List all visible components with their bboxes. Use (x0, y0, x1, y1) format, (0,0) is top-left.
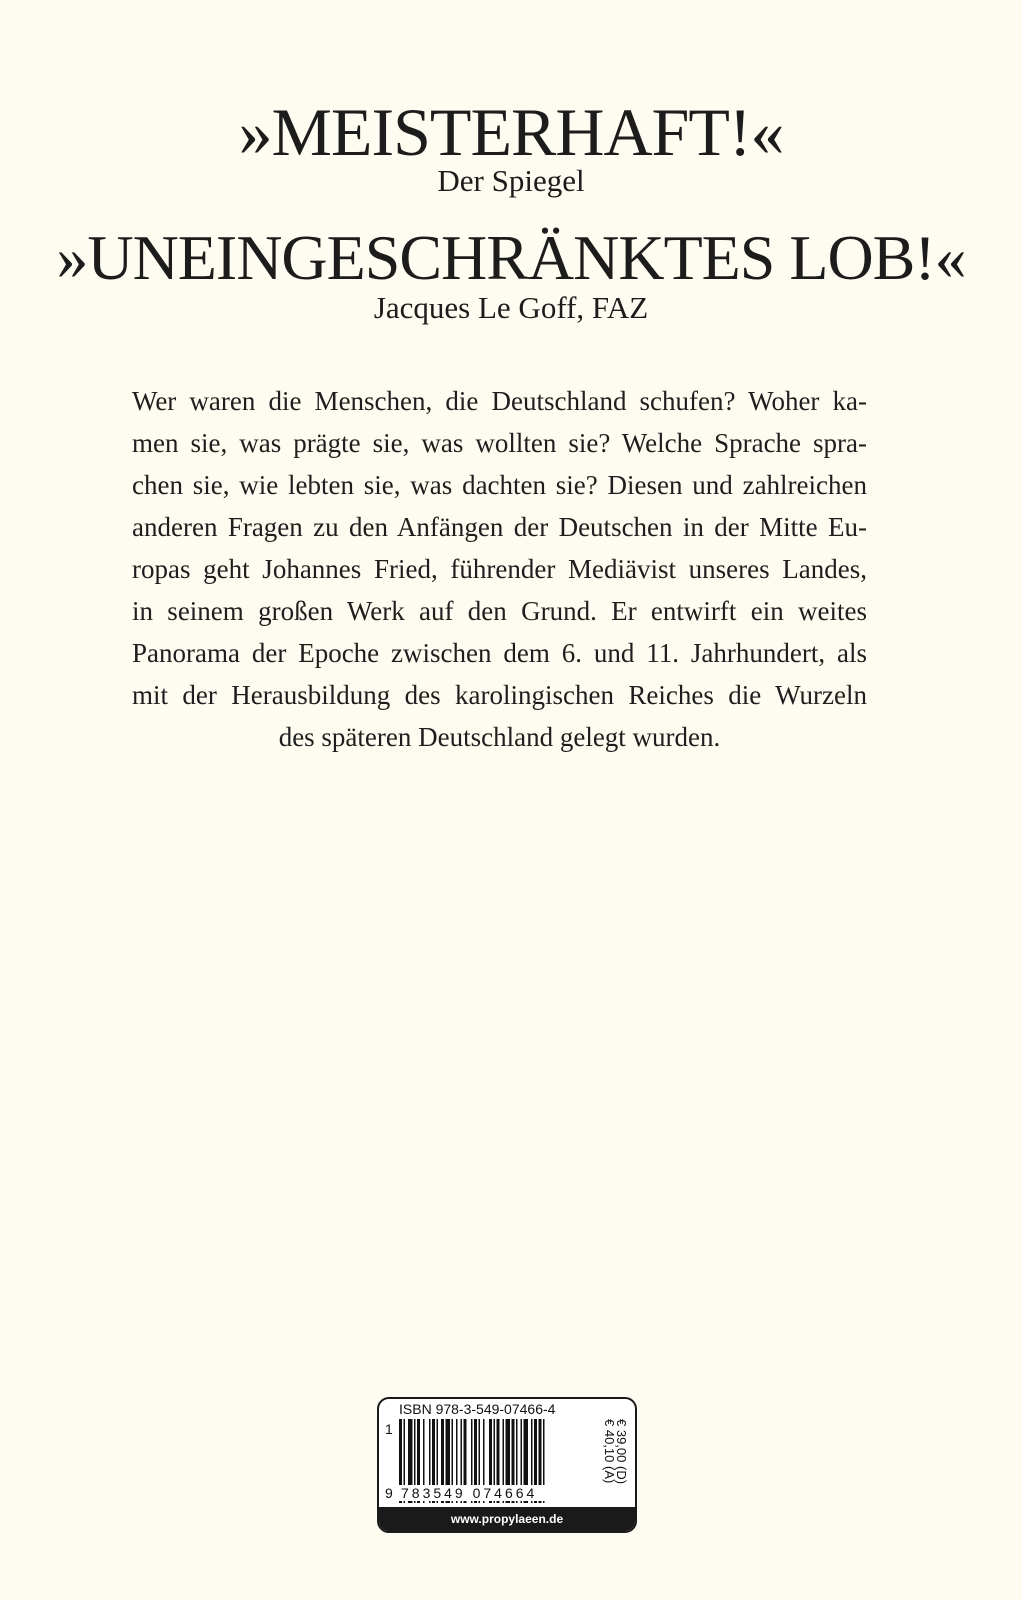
blurb-line: des späteren Deutschland gelegt wurden. (278, 722, 721, 752)
isbn-barcode-box (377, 1397, 637, 1533)
barcode-trail-digit: 9 (385, 1485, 393, 1501)
blurb-line: anderen Fragen zu den Anfängen der Deutschen in der Mitte Eu- (132, 512, 867, 542)
price-germany: € 39,00 (D) (614, 1419, 629, 1485)
barcode-digits: 783549 074664 (399, 1485, 581, 1501)
isbn-number: ISBN 978-3-549-07466-4 (399, 1401, 556, 1417)
quote-2: »UNEINGESCHRÄNKTES LOB!« (56, 222, 966, 293)
price-column (602, 1419, 637, 1505)
blurb-line: mit der Herausbildung des karolingischen Reiches die Wurzeln (132, 680, 867, 710)
blurb-line: Panorama der Epoche zwischen dem 6. und 11. Jahrhundert, als (132, 638, 867, 668)
quote-1-source: Der Spiegel (437, 163, 585, 198)
blurb-line: chen sie, wie lebten sie, was dachten sie? Diesen und zahlreichen (132, 470, 867, 500)
blurb-line: Wer waren die Menschen, die Deutschland schufen? Woher ka- (132, 386, 867, 416)
quote-1: »MEISTERHAFT!« (238, 94, 784, 170)
blurb-line: in seinem großen Werk auf den Grund. Er entwirft ein weites (132, 596, 867, 626)
publisher-url: www.propylaeen.de (379, 1507, 635, 1531)
blurb-text (132, 380, 867, 758)
barcode-lead-digit: 1 (385, 1421, 393, 1437)
price-austria: € 40,10 (A) (602, 1419, 617, 1484)
blurb-line: men sie, was prägte sie, was wollten sie? Welche Sprache spra- (132, 428, 867, 458)
quote-2-source: Jacques Le Goff, FAZ (373, 290, 649, 325)
blurb-line: ropas geht Johannes Fried, führender Mediävist unseres Landes, (132, 554, 867, 584)
